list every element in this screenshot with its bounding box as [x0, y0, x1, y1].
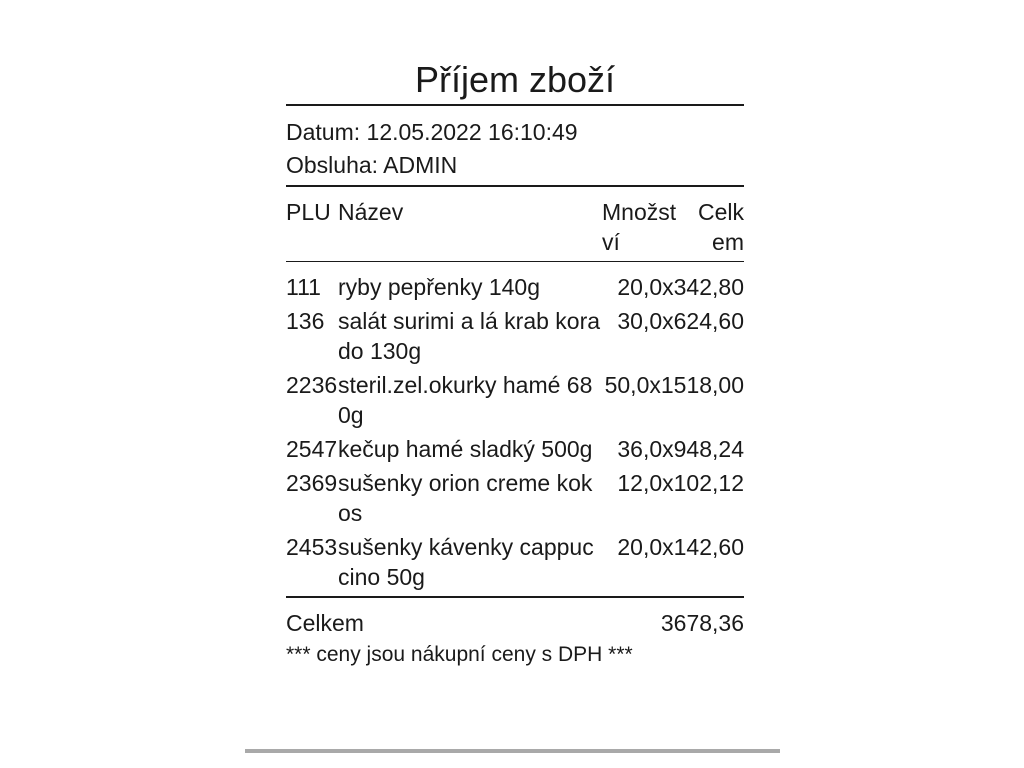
receipt-title: Příjem zboží [414, 59, 616, 100]
item-plu: 2369 [286, 470, 338, 496]
receipt-meta [286, 106, 744, 185]
item-plu: 2547 [286, 436, 338, 462]
item-name: salát surimi a lá krab korado 130g [338, 308, 601, 364]
column-header-quantity: Množství [602, 199, 677, 255]
total-row [286, 598, 744, 638]
list-item [286, 434, 744, 464]
item-qty-total: 20,0x342,80 [617, 274, 744, 300]
price-footnote: *** ceny jsou nákupní ceny s DPH *** [286, 643, 633, 666]
column-header-name: Název [338, 199, 404, 225]
item-name: sušenky kávenky cappuccino 50g [338, 534, 594, 590]
item-qty-total: 36,0x948,24 [617, 436, 744, 462]
column-header-total: Celkem [697, 199, 744, 255]
item-plu: 2236 [286, 372, 338, 398]
item-name: kečup hamé sladký 500g [338, 436, 593, 462]
item-plu: 2453 [286, 534, 338, 560]
item-plu: 111 [286, 274, 321, 300]
item-qty-total: 20,0x142,60 [617, 534, 744, 560]
receipt-operator: Obsluha: ADMIN [286, 152, 458, 178]
horizontal-scrollbar[interactable] [245, 749, 780, 753]
item-name: sušenky orion creme kokos [338, 470, 593, 526]
item-name: ryby pepřenky 140g [338, 274, 541, 300]
list-item [286, 532, 744, 592]
item-plu: 136 [286, 308, 325, 334]
items-list [286, 262, 744, 592]
receipt-date: Datum: 12.05.2022 16:10:49 [286, 119, 578, 145]
total-label: Celkem [286, 610, 364, 636]
list-item [286, 468, 744, 528]
column-header-plu: PLU [286, 199, 331, 225]
item-qty-total: 30,0x624,60 [617, 308, 744, 334]
item-name: steril.zel.okurky hamé 680g [338, 372, 593, 428]
list-item [286, 370, 744, 430]
item-qty-total: 12,0x102,12 [617, 470, 744, 496]
list-item [286, 272, 744, 302]
total-value: 3678,36 [660, 610, 744, 636]
column-header-row [286, 187, 744, 261]
receipt [286, 56, 744, 670]
list-item [286, 306, 744, 366]
item-qty-total: 50,0x1518,00 [604, 372, 744, 398]
